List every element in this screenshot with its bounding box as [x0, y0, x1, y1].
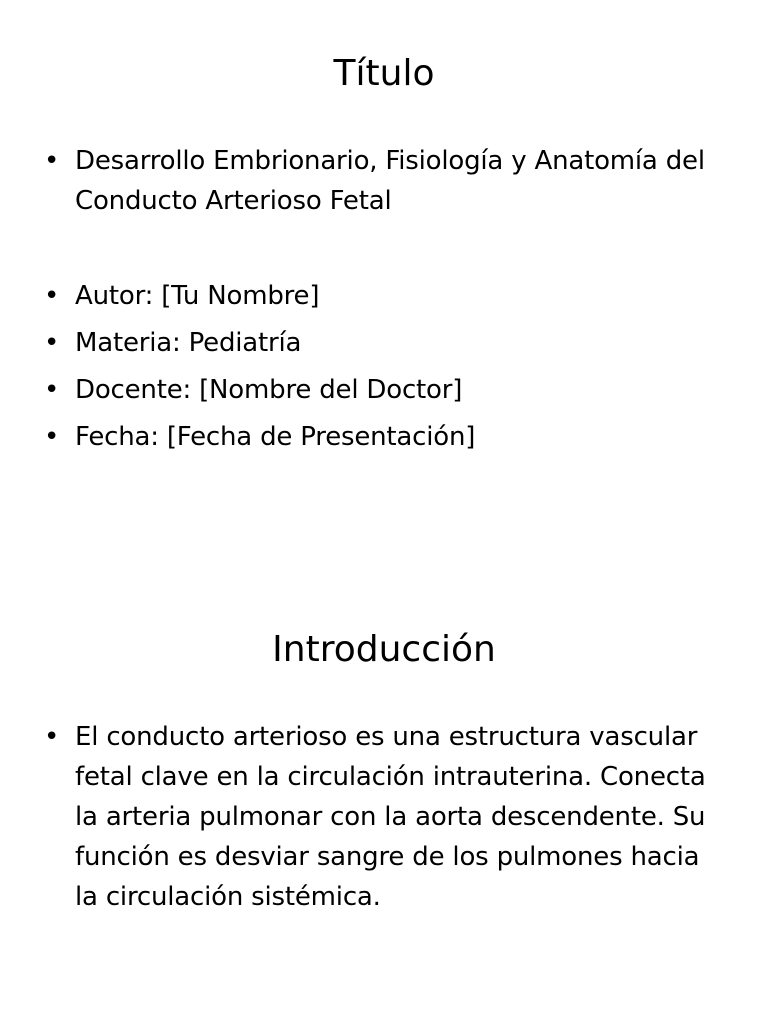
bullet-item-docente [44, 370, 724, 410]
bullet-list [44, 141, 724, 457]
bullet-list [44, 717, 724, 917]
bullet-item-materia [44, 323, 724, 363]
slide-title: Introducción [272, 629, 496, 670]
bullet-icon [44, 141, 75, 181]
bullet-icon [44, 323, 75, 363]
bullet-text: Autor: [Tu Nombre] [75, 281, 320, 311]
bullet-text: Desarrollo Embrionario, Fisiología y Anatomía del Conducto Arterioso Fetal [75, 146, 705, 216]
bullet-item-topic [44, 141, 724, 221]
bullet-text: Docente: [Nombre del Doctor] [75, 375, 463, 405]
bullet-icon [44, 276, 75, 316]
slide-introduccion [0, 576, 768, 1024]
bullet-text: Fecha: [Fecha de Presentación] [75, 422, 476, 452]
bullet-icon [44, 717, 75, 757]
bullet-icon [44, 417, 75, 457]
slide-title: Título [333, 53, 435, 94]
bullet-item-fecha [44, 417, 724, 457]
bullet-item-intro [44, 717, 724, 917]
bullet-spacer [44, 221, 724, 276]
bullet-text: Materia: Pediatría [75, 328, 302, 358]
bullet-item-autor [44, 276, 724, 316]
bullet-icon [44, 370, 75, 410]
bullet-text: El conducto arterioso es una estructura vascular fetal clave en la circulación intrauterina. Conecta la arteria pulmonar con la aorta descendente. Su función es desviar sangre de los pulmones hacia la circulación sistémica. [75, 722, 706, 912]
